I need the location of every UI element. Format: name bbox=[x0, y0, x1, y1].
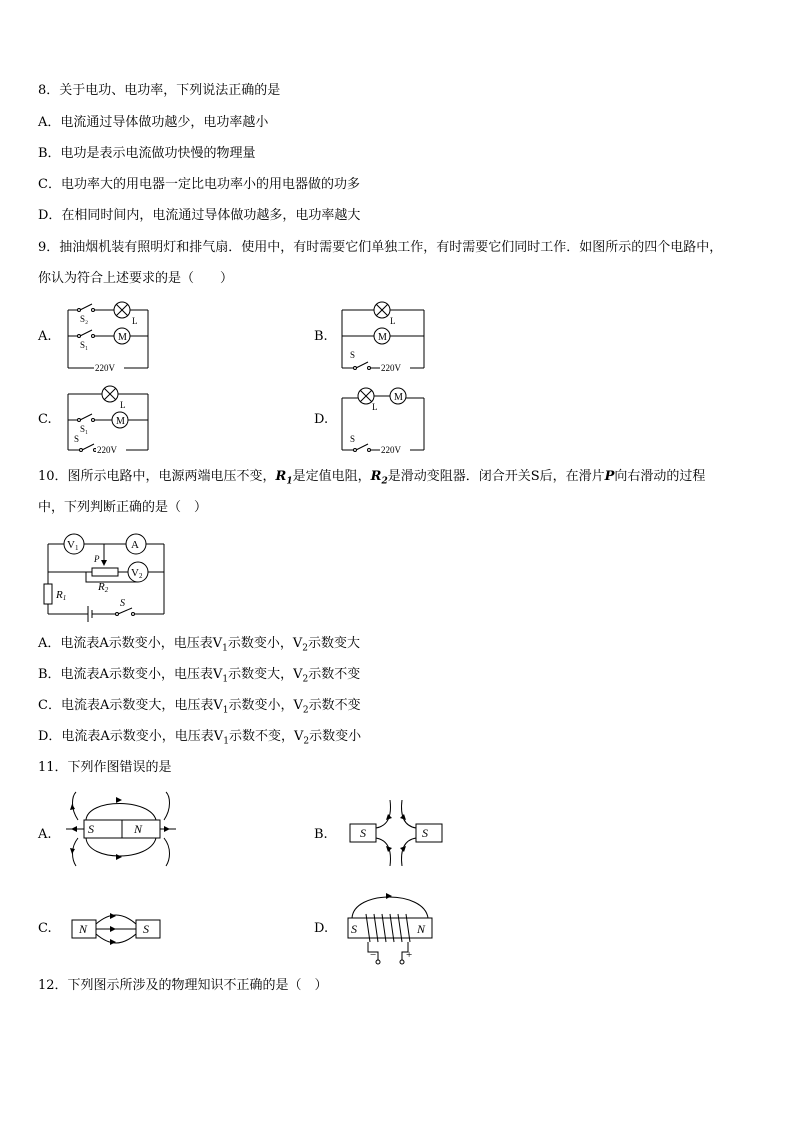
q11-label-d: D. bbox=[314, 921, 329, 936]
terminal-plus-icon bbox=[400, 960, 404, 964]
pole-s-left-label: S bbox=[360, 826, 366, 840]
pole-s-label: S bbox=[88, 822, 94, 836]
lamp-label: L bbox=[132, 316, 138, 326]
q11-magnet-c bbox=[70, 908, 162, 948]
q10-stem-part: 向右滑动的过程 bbox=[614, 469, 706, 484]
q10-stem-line1 bbox=[38, 469, 705, 490]
slider-arrow-icon bbox=[101, 560, 107, 566]
q10-option-b: B．电流表A示数变小，电压表$V_1$示数变大，$V_2$示数不变 bbox=[38, 667, 361, 685]
switch-s2-label: S₂ bbox=[80, 314, 89, 324]
q8-option-a: A．电流通过导体做功越少，电功率越小 bbox=[38, 115, 269, 130]
pole-n-label: N bbox=[417, 922, 426, 936]
q9-stem-line2: 你认为符合上述要求的是（ ） bbox=[38, 271, 234, 286]
q8-option-d: D．在相同时间内，电流通过导体做功越多，电功率越大 bbox=[38, 208, 361, 223]
switch-s-label: S bbox=[350, 350, 356, 360]
pole-n-label: N bbox=[79, 922, 88, 936]
q10-option-d: D．电流表A示数变小，电压表$V_1$示数不变，$V_2$示数变小 bbox=[38, 729, 362, 747]
q11-label-a: A. bbox=[38, 827, 52, 842]
voltage-label: 220V bbox=[97, 445, 117, 455]
a-label: A bbox=[131, 539, 139, 551]
pole-n-label: N bbox=[134, 822, 143, 836]
q10-stem-part: 是滑动变阻器．闭合开关S后，在滑片 bbox=[387, 469, 605, 484]
q9-label-a: A. bbox=[38, 329, 52, 344]
q11-stem: 11．下列作图错误的是 bbox=[38, 760, 172, 775]
q11-solenoid-d bbox=[344, 888, 436, 966]
pole-s-label: S bbox=[351, 922, 357, 936]
switch-s-label: S bbox=[120, 598, 125, 609]
r2-label: R2 bbox=[98, 581, 109, 594]
switch-s1-label: S₁ bbox=[80, 424, 89, 434]
q11-label-b: B. bbox=[314, 827, 328, 842]
q10-stem-line2: 中，下列判断正确的是（ ） bbox=[38, 500, 208, 515]
q10-option-c: C．电流表A示数变大，电压表$V_1$示数变小，$V_2$示数不变 bbox=[38, 698, 361, 716]
q9-label-c: C. bbox=[38, 412, 52, 427]
voltage-label: 220V bbox=[381, 445, 401, 455]
terminal-minus-icon bbox=[376, 960, 380, 964]
switch-s-label: S bbox=[74, 434, 80, 444]
q9-label-b: B. bbox=[314, 329, 328, 344]
r1-label: R1 bbox=[56, 589, 67, 602]
v1-label: V1 bbox=[67, 539, 79, 552]
q8-option-b: B．电功是表示电流做功快慢的物理量 bbox=[38, 146, 256, 161]
voltage-label: 220V bbox=[95, 363, 115, 373]
pole-s-label: S bbox=[143, 922, 149, 936]
plus-label: + bbox=[406, 949, 413, 961]
q10-r1-symbol: $R_1$ bbox=[275, 469, 293, 487]
q10-stem-part: 是定值电阻， bbox=[292, 469, 371, 484]
q9-circuit-a bbox=[64, 298, 154, 376]
magnet-right-icon bbox=[416, 824, 442, 842]
q10-stem-part: 10．图所示电路中，电源两端电压不变， bbox=[38, 469, 276, 484]
lamp-label: L bbox=[390, 316, 396, 326]
lamp-label: L bbox=[372, 402, 378, 412]
v2-label: V2 bbox=[131, 567, 143, 580]
q11-magnet-b bbox=[348, 796, 444, 868]
motor-label: M bbox=[118, 332, 127, 343]
q10-r2-symbol: $R_2$ bbox=[370, 469, 388, 487]
q10-option-a: A．电流表A示数变小，电压表$V_1$示数变小，$V_2$示数变大 bbox=[38, 636, 361, 654]
q11-label-c: C. bbox=[38, 921, 52, 936]
rheostat-icon bbox=[92, 568, 118, 576]
q9-circuit-d bbox=[338, 382, 430, 460]
q11-magnet-a bbox=[64, 790, 178, 870]
voltage-label: 220V bbox=[381, 363, 401, 373]
q10-circuit bbox=[42, 530, 172, 620]
q9-circuit-b bbox=[338, 298, 430, 376]
lamp-label: L bbox=[120, 400, 126, 410]
motor-label: M bbox=[116, 416, 125, 427]
q12-stem: 12．下列图示所涉及的物理知识不正确的是（ ） bbox=[38, 978, 328, 993]
p-label: P bbox=[94, 554, 100, 564]
q9-label-d: D. bbox=[314, 412, 329, 427]
motor-label: M bbox=[378, 332, 387, 343]
q8-option-c: C．电功率大的用电器一定比电功率小的用电器做的功多 bbox=[38, 177, 360, 192]
motor-label: M bbox=[394, 392, 403, 403]
pole-s-right-label: S bbox=[422, 826, 428, 840]
switch-s-label: S bbox=[350, 434, 356, 444]
q9-circuit-c bbox=[64, 382, 154, 460]
q8-stem: 8．关于电功、电功率，下列说法正确的是 bbox=[38, 83, 281, 98]
q9-stem-line1: 9．抽油烟机装有照明灯和排气扇．使用中，有时需要它们单独工作，有时需要它们同时工作．如图所示的四个电路中， bbox=[38, 240, 723, 255]
resistor-r1-icon bbox=[44, 584, 52, 604]
switch-s1-label: S₁ bbox=[80, 340, 89, 350]
q10-p-symbol: P bbox=[604, 469, 615, 484]
minus-label: − bbox=[370, 949, 377, 961]
